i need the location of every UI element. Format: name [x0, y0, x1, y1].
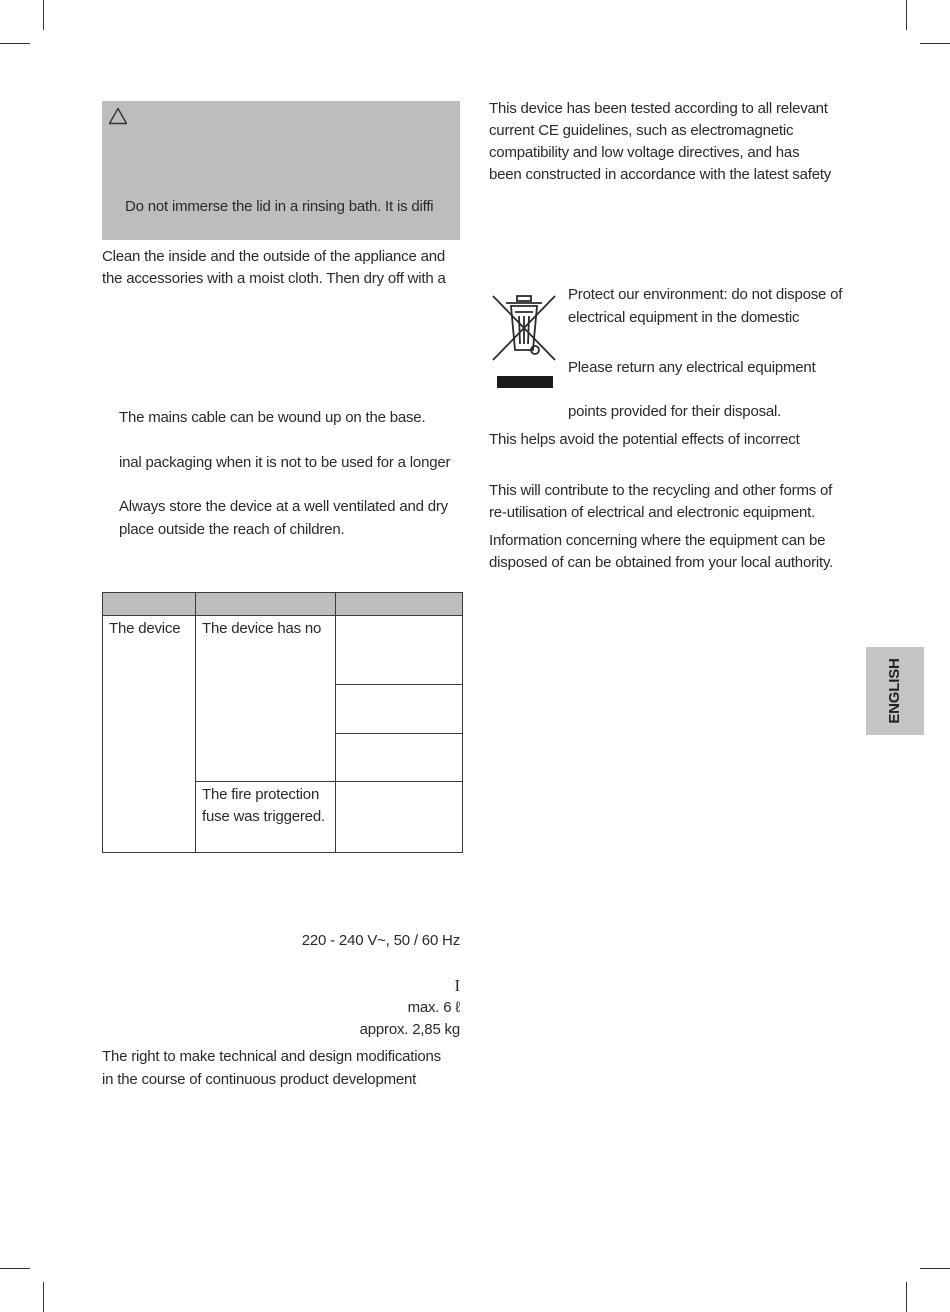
ce-text-line: current CE guidelines, such as electromagnetic [489, 122, 794, 139]
modification-text-line: in the course of continuous product development [102, 1071, 417, 1088]
storage-item: inal packaging when it is not to be used for a longer [119, 454, 451, 471]
disposal-text-line: electrical equipment in the domestic [568, 309, 800, 326]
crossed-out-bin-icon [489, 292, 559, 390]
crop-mark [920, 43, 950, 44]
disposal-text-line: This will contribute to the recycling and other forms of [489, 482, 833, 499]
crop-mark [906, 1282, 907, 1312]
problem-cell: The device [103, 615, 196, 852]
warning-triangle-icon [108, 107, 128, 125]
disposal-text-line: Information concerning where the equipment can be [489, 532, 826, 549]
warning-box [102, 101, 460, 240]
crop-mark [43, 0, 44, 30]
language-tab [866, 647, 924, 735]
troubleshooting-table [102, 592, 463, 853]
storage-item: Always store the device at a well ventilated and dry [119, 498, 448, 515]
disposal-text-line: Please return any electrical equipment [568, 359, 816, 376]
disposal-text-line: points provided for their disposal. [568, 403, 782, 420]
crop-mark [0, 43, 30, 44]
storage-item: The mains cable can be wound up on the base. [119, 409, 426, 426]
disposal-text-line: This helps avoid the potential effects of incorrect [489, 431, 800, 448]
ce-text-line: compatibility and low voltage directives, and has [489, 144, 800, 161]
modification-text-line: The right to make technical and design modifications [102, 1048, 441, 1065]
table-header-cell [336, 593, 463, 616]
ce-text-line: been constructed in accordance with the latest safety [489, 166, 832, 183]
table-header-cell [103, 593, 196, 616]
cause-line: The fire protection [202, 786, 320, 804]
table-row [103, 615, 463, 685]
disposal-text-line: Protect our environment: do not dispose of [568, 286, 843, 303]
cleaning-text-line: the accessories with a moist cloth. Then dry off with a [102, 270, 446, 287]
warning-text: Do not immerse the lid in a rinsing bath. It is diffi [125, 198, 434, 215]
remedy-cell [336, 782, 463, 853]
cause-line: fuse was triggered. [202, 808, 325, 826]
spec-weight: approx. 2,85 kg [359, 1021, 460, 1038]
crop-mark [920, 1268, 950, 1269]
disposal-text-line: re-utilisation of electrical and electronic equipment. [489, 504, 816, 521]
language-tab-label: ENGLISH [886, 658, 903, 724]
spec-protection-class: I [454, 976, 460, 995]
crop-mark [0, 1268, 30, 1269]
remedy-cell [336, 685, 463, 734]
remedy-cell [336, 615, 463, 685]
cleaning-text-line: Clean the inside and the outside of the appliance and [102, 248, 445, 265]
cause-cell [196, 782, 336, 853]
crop-mark [906, 0, 907, 30]
table-header-row [103, 593, 463, 616]
table-header-cell [196, 593, 336, 616]
remedy-cell [336, 734, 463, 782]
disposal-text-line: disposed of can be obtained from your local authority. [489, 554, 834, 571]
storage-item: place outside the reach of children. [119, 521, 345, 538]
ce-text-line: This device has been tested according to all relevant [489, 100, 828, 117]
cause-cell: The device has no [196, 615, 336, 782]
crop-mark [43, 1282, 44, 1312]
spec-capacity: max. 6 ℓ [407, 999, 460, 1016]
spec-voltage: 220 - 240 V~, 50 / 60 Hz [301, 932, 460, 949]
